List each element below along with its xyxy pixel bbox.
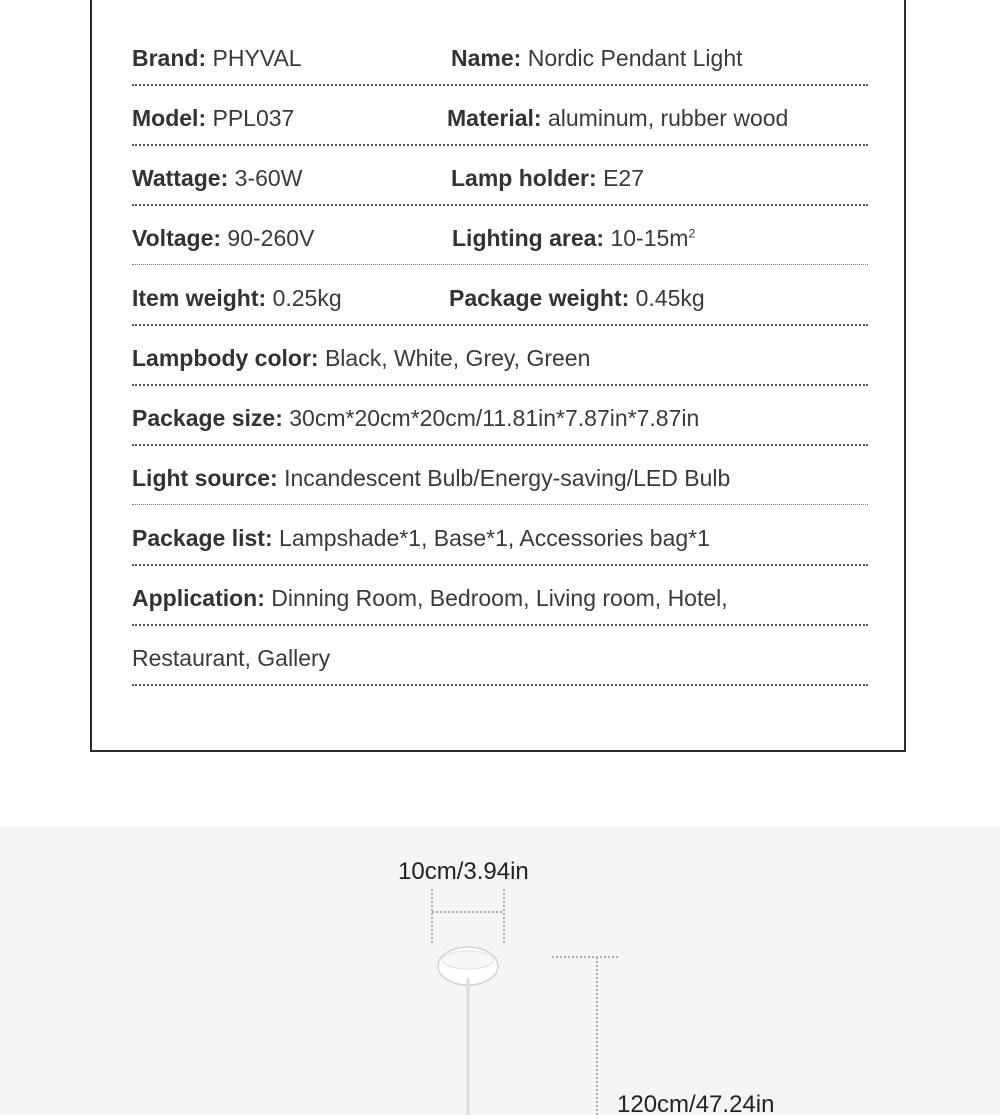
spec-row-model-material: [132, 72, 868, 132]
spec-light-source: Light source: Incandescent Bulb/Energy-saving/LED Bulb: [132, 465, 731, 491]
spec-row-application: [132, 552, 868, 612]
spec-material: Material: aluminum, rubber wood: [447, 105, 789, 131]
spec-row-light-source: [132, 432, 868, 492]
spec-row-brand-name: [132, 12, 868, 72]
spec-brand: Brand: PHYVAL: [132, 45, 302, 71]
cord-length-label: 120cm/47.24in: [617, 1091, 775, 1118]
spec-row-wattage-holder: [132, 132, 868, 192]
spec-wattage: Wattage: 3-60W: [132, 165, 303, 191]
canopy-width-label: 10cm/3.94in: [398, 858, 529, 885]
spec-package-weight: Package weight: 0.45kg: [449, 285, 705, 311]
spec-item-weight: Item weight: 0.25kg: [132, 285, 342, 311]
spec-row-voltage-area: [132, 192, 868, 252]
spec-lamp-holder: Lamp holder: E27: [451, 165, 644, 191]
spec-package-list: Package list: Lampshade*1, Base*1, Accessories bag*1: [132, 525, 710, 551]
spec-lighting-area: Lighting area: $10-15m^2$: [452, 225, 696, 251]
spec-package-size: Package size: 30cm*20cm*20cm/11.81in*7.87in*7.87in: [132, 405, 700, 431]
spec-model: Model: PPL037: [132, 105, 295, 131]
spec-row-package-list: [132, 492, 868, 552]
spec-lampbody-color: Lampbody color: Black, White, Grey, Green: [132, 345, 591, 371]
spec-application-continuation: Restaurant, Gallery: [132, 645, 331, 671]
spec-row-application-cont: [132, 612, 868, 672]
spec-name: Name: Nordic Pendant Light: [451, 45, 743, 71]
dotted-divider: [132, 684, 868, 686]
spec-row-package-size: [132, 372, 868, 432]
spec-voltage: Voltage: 90-260V: [132, 225, 315, 251]
spec-application: Application: Dinning Room, Bedroom, Living room, Hotel,: [132, 585, 728, 611]
spec-row-lampbody-color: [132, 312, 868, 372]
spec-row-weights: [132, 252, 868, 312]
canopy-top: [442, 951, 494, 969]
dimension-diagram: [0, 826, 1000, 1118]
